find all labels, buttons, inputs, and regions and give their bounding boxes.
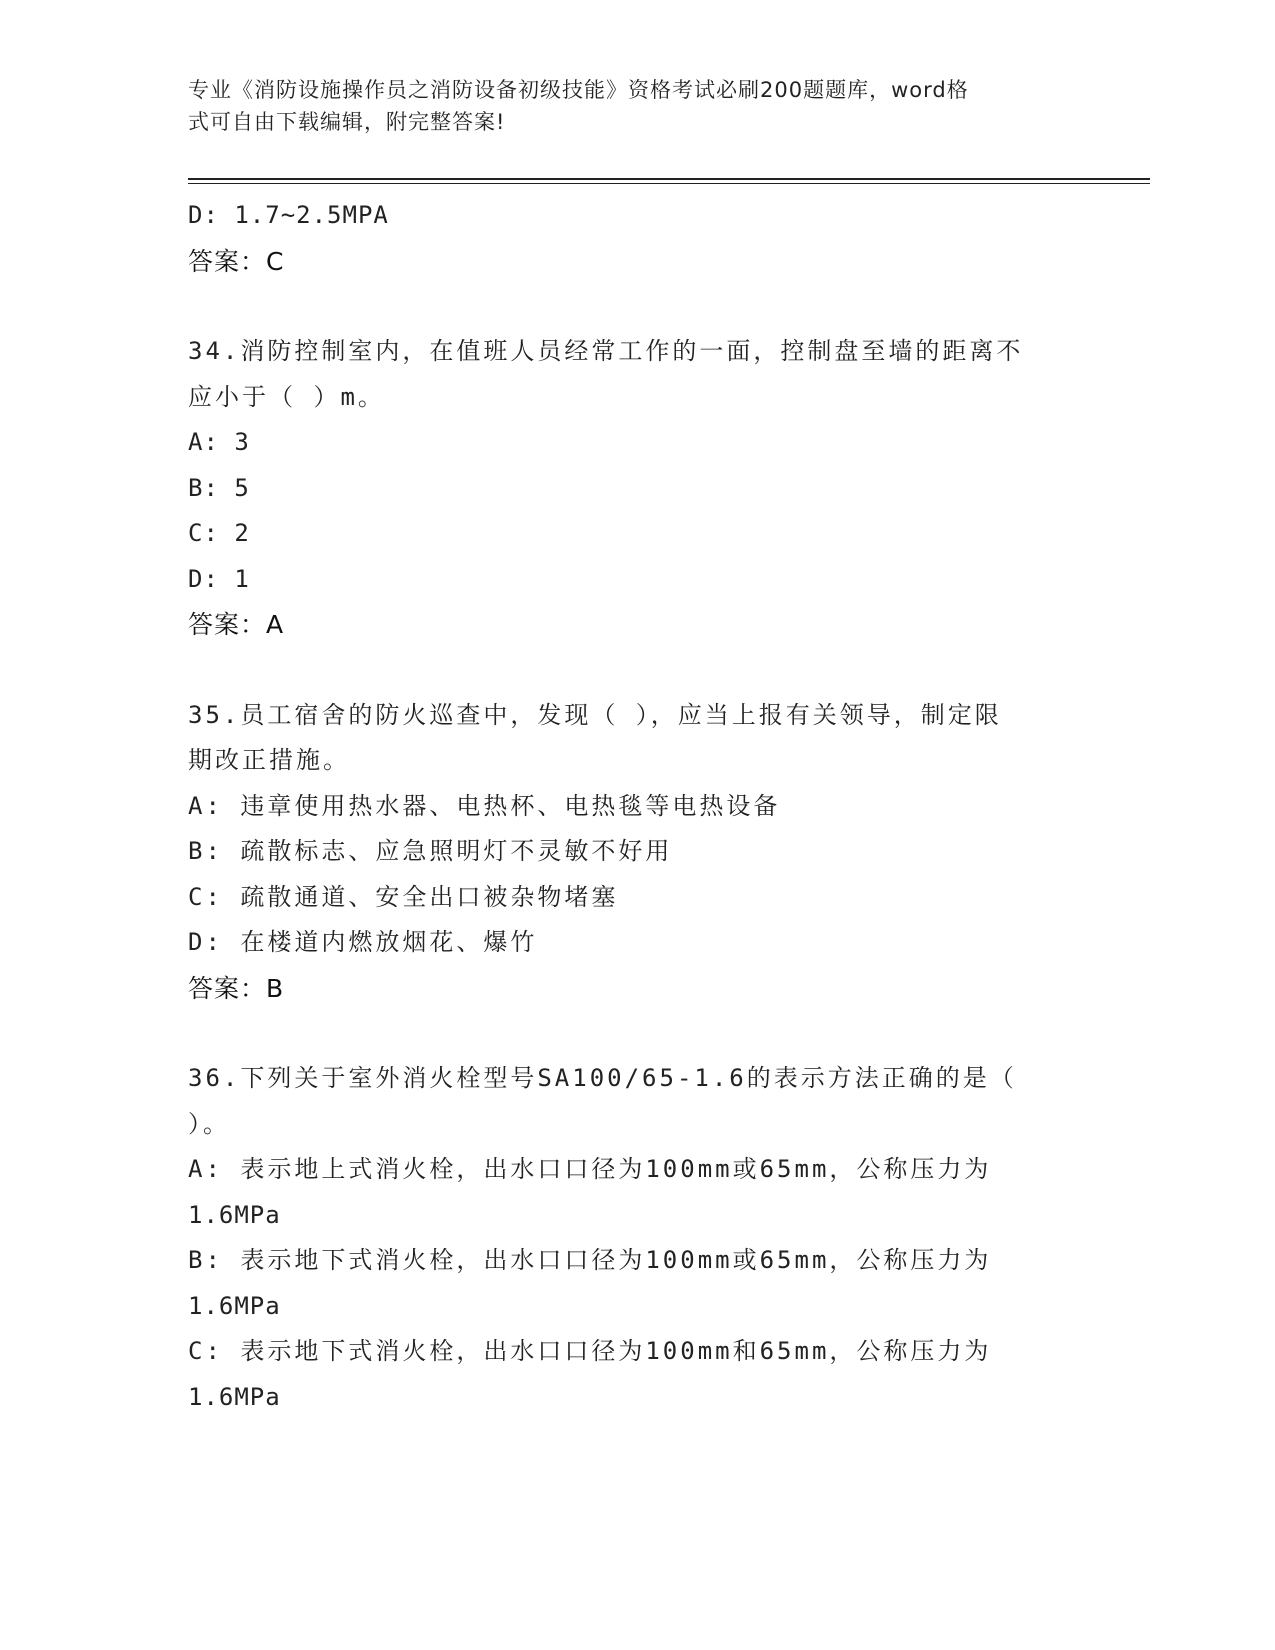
question-prev [188, 193, 1088, 284]
option-b: B: 疏散标志、应急照明灯不灵敏不好用 [188, 837, 673, 865]
option-c: C: 2 [188, 519, 250, 547]
question-stem: 35.员工宿舍的防火巡查中，发现（ ），应当上报有关领导，制定限 [188, 700, 1002, 729]
option-b: B: 表示地下式消火栓，出水口口径为100mm或65mm，公称压力为 [188, 1246, 992, 1274]
option-d: D: 在楼道内燃放烟花、爆竹 [188, 928, 538, 956]
option-a: A: 3 [188, 428, 250, 456]
header-line-2: 式可自由下载编辑，附完整答案! [188, 110, 506, 134]
option-c-cont: 1.6MPa [188, 1382, 281, 1411]
header-line-1: 专业《消防设施操作员之消防设备初级技能》资格考试必刷200题题库，word格 [188, 78, 969, 102]
question-stem-cont: ）。 [188, 1109, 230, 1138]
option-d: D: 1 [188, 564, 250, 593]
question-35 [188, 693, 1088, 1012]
question-34 [188, 329, 1088, 648]
question-stem-cont: 期改正措施。 [188, 746, 350, 774]
question-36 [188, 1056, 1088, 1420]
option-c: C: 表示地下式消火栓，出水口口径为100mm和65mm，公称压力为 [188, 1337, 992, 1365]
question-stem-cont: 应小于（ ）m。 [188, 382, 385, 411]
option-b: B: 5 [188, 473, 250, 502]
answer: 答案：B [188, 973, 285, 1003]
question-stem: 36.下列关于室外消火栓型号SA100/65-1.6的表示方法正确的是（ [188, 1064, 1017, 1092]
header-rule-thick [188, 178, 1150, 180]
question-stem: 34.消防控制室内，在值班人员经常工作的一面，控制盘至墙的距离不 [188, 337, 1024, 365]
option-d: D: 1.7~2.5MPA [188, 201, 389, 229]
option-a-cont: 1.6MPa [188, 1200, 281, 1229]
header-rule-thin [188, 183, 1150, 184]
option-b-cont: 1.6MPa [188, 1291, 281, 1320]
answer: 答案：C [188, 246, 285, 276]
answer: 答案：A [188, 610, 285, 639]
option-a: A: 违章使用热水器、电热杯、电热毯等电热设备 [188, 791, 781, 820]
option-a: A: 表示地上式消火栓，出水口口径为100mm或65mm，公称压力为 [188, 1155, 992, 1183]
question-list [188, 193, 1088, 1420]
document-header [188, 74, 1068, 138]
option-c: C: 疏散通道、安全出口被杂物堵塞 [188, 882, 619, 911]
